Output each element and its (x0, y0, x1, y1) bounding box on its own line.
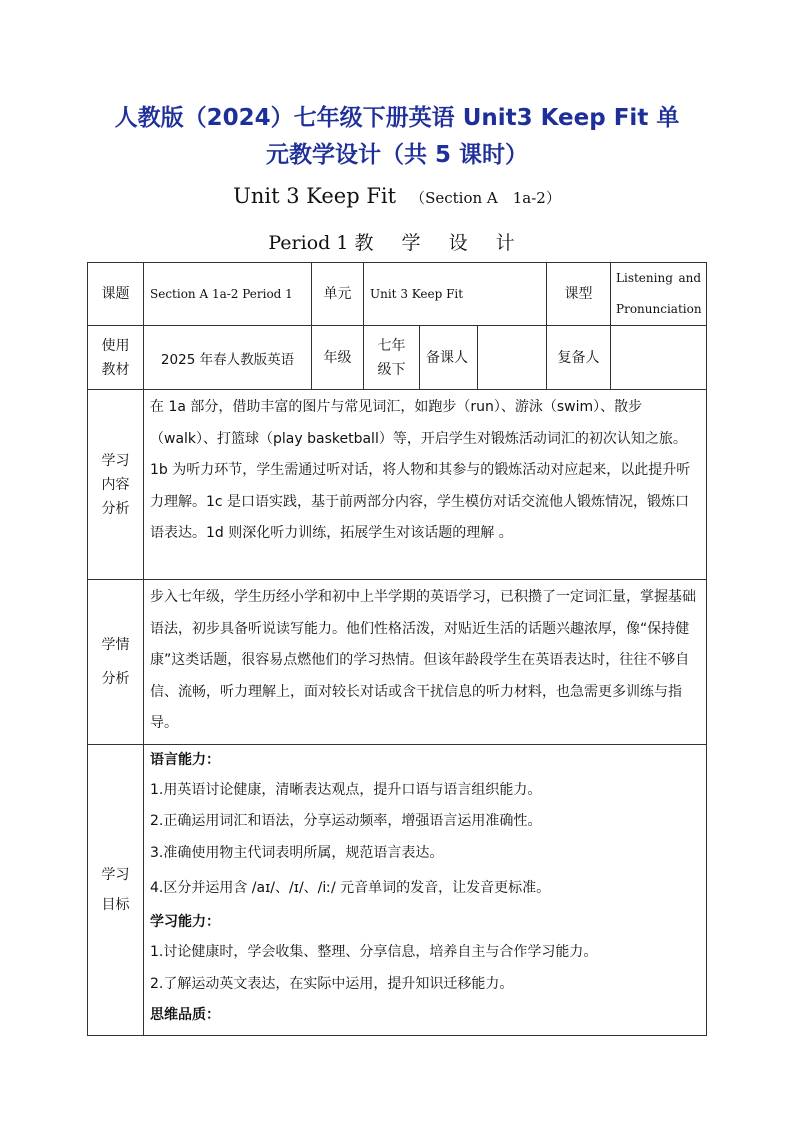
table-row (88, 744, 707, 1035)
lesson-plan-table (87, 262, 707, 1036)
period-text: 教 学 设 计 (354, 232, 526, 254)
learner-analysis-text: 步入七年级，学生历经小学和初中上半学期的英语学习，已积攒了一定词汇量，掌握基础语法，初步具备听说读写能力。他们性格活泼，对贴近生活的话题兴趣浓厚，像“保持健康”这类话题，很容易点燃他们的学习热情。但该年龄段学生在英语表达时，往往不够自信、流畅，听力理解上，面对较长对话或含干扰信息的听力材料，也急需更多训练与指导。 (144, 580, 707, 745)
table-row (88, 263, 707, 326)
section-label: （Section A 1a-2） (410, 189, 561, 207)
unit-value: Unit 3 Keep Fit (364, 263, 547, 326)
table-row (88, 580, 707, 745)
reviewer-value (611, 326, 707, 390)
document-title-line-2: 元教学设计（共 5 课时） (265, 142, 529, 168)
topic-value: Section A 1a-2 Period 1 (144, 263, 312, 326)
language-item: 2.正确运用词汇和语法，分享运动频率，增强语言运用准确性。 (150, 813, 542, 830)
objectives-content (144, 744, 707, 1035)
period-heading (0, 228, 794, 255)
lesson-type-word-2: Pronunciation (616, 302, 702, 316)
period-label: Period 1 (268, 232, 349, 254)
table-row (88, 390, 707, 580)
language-ability-title: 语言能力： (150, 751, 220, 768)
thinking-quality-title: 思维品质： (150, 1007, 220, 1024)
table-row (88, 326, 707, 390)
document-title-line-1: 人教版（2024）七年级下册英语 Unit3 Keep Fit 单 (114, 105, 680, 131)
learner-analysis-label: 学情 分析 (88, 580, 144, 745)
learning-item: 1.讨论健康时，学会收集、整理、分享信息，培养自主与合作学习能力。 (150, 944, 598, 961)
reviewer-label: 复备人 (547, 326, 611, 390)
learning-item: 2.了解运动英文表达，在实际中运用，提升知识迁移能力。 (150, 975, 514, 992)
lesson-type-value (611, 263, 707, 326)
document-title (90, 100, 704, 174)
lesson-type-word-1-part: Listening (616, 271, 673, 285)
lesson-type-label: 课型 (547, 263, 611, 326)
language-item: 1.用英语讨论健康，清晰表达观点，提升口语与语言组织能力。 (150, 781, 542, 798)
objectives-label: 学习 目标 (88, 744, 144, 1035)
language-item: 4.区分并运用含 /aɪ/、/ɪ/、/iː/ 元音单词的发音，让发音更标准。 (150, 880, 551, 897)
material-label: 使用 教材 (88, 326, 144, 390)
topic-label: 课题 (88, 263, 144, 326)
language-item: 3.准确使用物主代词表明所属，规范语言表达。 (150, 844, 444, 861)
preparer-value (478, 326, 547, 390)
learning-ability-title: 学习能力： (150, 914, 220, 931)
unit-name: Unit 3 Keep Fit (233, 184, 397, 208)
preparer-label: 备课人 (420, 326, 478, 390)
grade-label: 年级 (312, 326, 364, 390)
unit-subtitle (0, 184, 794, 208)
lesson-type-word-1-part: and (678, 271, 702, 285)
content-analysis-label: 学习 内容 分析 (88, 390, 144, 580)
unit-label: 单元 (312, 263, 364, 326)
material-value: 2025 年春人教版英语 (144, 326, 312, 390)
grade-value: 七年 级下 (364, 326, 420, 390)
content-analysis-text: 在 1a 部分，借助丰富的图片与常见词汇，如跑步（run）、游泳（swim）、散步（walk）、打篮球（play basketball）等，开启学生对锻炼活动词汇的初次认知之旅。1b 为听力环节，学生需通过听对话，将人物和其参与的锻炼活动对应起来，以此提升听力理解。1c 是口语实践，基于前两部分内容，学生模仿对话交流他人锻炼情况，锻炼口语表达。1d 则深化听力训练，拓展学生对该话题的理解 。 (144, 390, 707, 580)
